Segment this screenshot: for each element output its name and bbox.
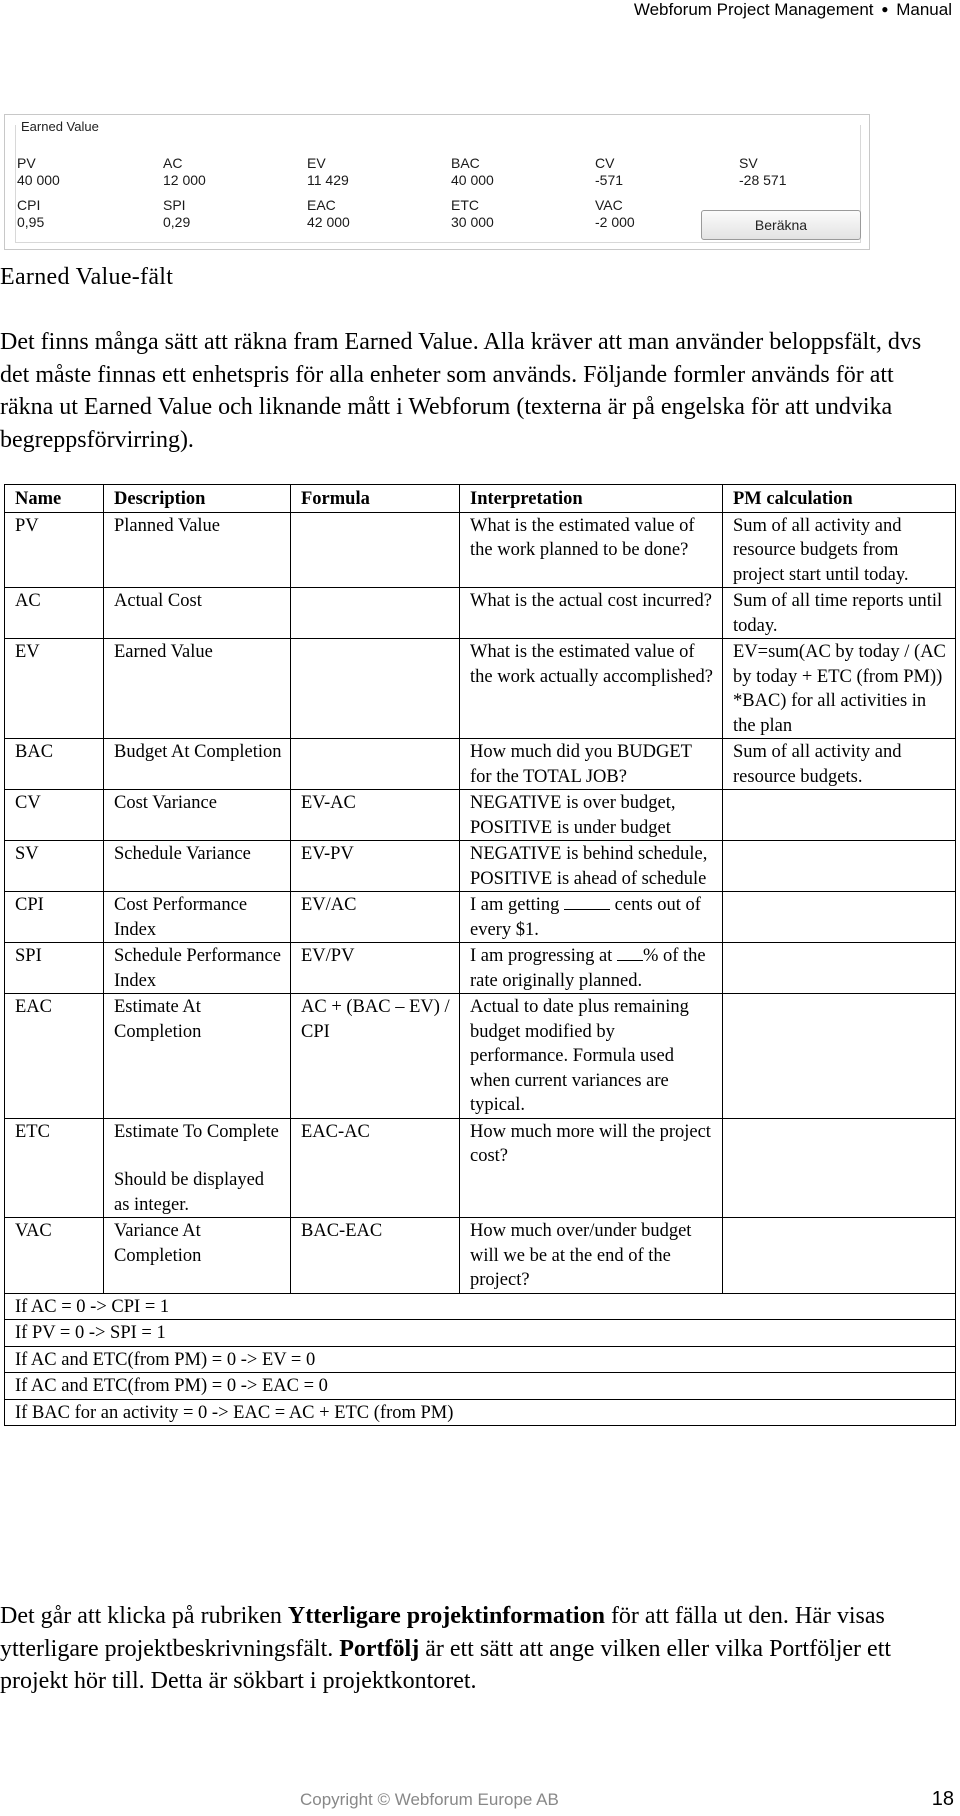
cell-interpretation: NEGATIVE is behind schedule, POSITIVE is ahead of schedule <box>460 841 723 892</box>
field-bac <box>451 155 581 189</box>
table-row <box>5 639 956 739</box>
footer-copyright: Copyright © Webforum Europe AB <box>300 1790 559 1809</box>
field-label: BAC <box>451 155 480 171</box>
field-label: CPI <box>17 197 41 213</box>
table-row <box>5 1118 956 1218</box>
column-header: Description <box>104 485 291 513</box>
table-note: If AC = 0 -> CPI = 1 <box>5 1293 956 1320</box>
table-note: If AC and ETC(from PM) = 0 -> EV = 0 <box>5 1346 956 1373</box>
closing-text: är ett sätt att ange vilken eller vilka Portföljer ett projekt hör till. Detta är sökbart i projektkontoret. <box>0 1635 892 1694</box>
cell-interpretation <box>460 892 723 943</box>
cell-name: EAC <box>5 994 104 1119</box>
cell-interpretation <box>460 943 723 994</box>
field-value: 12 000 <box>163 172 206 188</box>
cell-description: Actual Cost <box>104 588 291 639</box>
closing-text: för att fälla ut den. Här visas ytterligare projektbeskrivningsfält. <box>0 1603 885 1662</box>
cell-description: Variance At Completion <box>104 1218 291 1294</box>
table-row <box>5 1218 956 1294</box>
field-value: 0,95 <box>17 214 45 230</box>
cell-name: ETC <box>5 1118 104 1218</box>
cell-name: SV <box>5 841 104 892</box>
interpretation-pre: I am getting <box>470 895 560 915</box>
field-etc <box>451 197 581 231</box>
field-value: 42 000 <box>307 214 350 230</box>
cell-formula <box>291 739 460 790</box>
cell-pm-calculation: Sum of all time reports until today. <box>723 588 956 639</box>
cell-interpretation: What is the estimated value of the work planned to be done? <box>460 512 723 588</box>
cell-name: PV <box>5 512 104 588</box>
cell-pm-calculation: Sum of all activity and resource budgets. <box>723 739 956 790</box>
cell-pm-calculation <box>723 994 956 1119</box>
field-label: SPI <box>163 197 186 213</box>
table-note-row <box>5 1346 956 1373</box>
field-label: ETC <box>451 197 479 213</box>
cell-pm-calculation <box>723 892 956 943</box>
cell-interpretation: NEGATIVE is over budget, POSITIVE is under budget <box>460 790 723 841</box>
cell-description: Earned Value <box>104 639 291 739</box>
cell-name: EV <box>5 639 104 739</box>
interpretation-pre: I am progressing at <box>470 946 613 966</box>
cell-pm-calculation <box>723 790 956 841</box>
cell-interpretation: Actual to date plus remaining budget modified by performance. Formula used when current variances are typical. <box>460 994 723 1119</box>
cell-interpretation: What is the actual cost incurred? <box>460 588 723 639</box>
cell-formula <box>291 588 460 639</box>
table-row <box>5 943 956 994</box>
field-label: VAC <box>595 197 623 213</box>
fill-in-blank <box>564 895 610 910</box>
field-label: EAC <box>307 197 336 213</box>
table-row <box>5 739 956 790</box>
fill-in-blank <box>617 946 643 961</box>
header-title: Webforum Project Management <box>633 0 874 19</box>
field-label: PV <box>17 155 36 171</box>
field-value: -28 571 <box>739 172 787 188</box>
field-value: 40 000 <box>451 172 494 188</box>
field-label: AC <box>163 155 183 171</box>
intro-paragraph: Det finns många sätt att räkna fram Earned Value. Alla kräver att man använder beloppsfält, dvs det måste finnas ett enhetspris för alla enheter som används. Följande formler används för att räkna ut Earned Value och liknande mått i Webforum (texterna är på engelska för att undvika begreppsförvirring). <box>0 329 922 453</box>
closing-bold-term: Ytterligare projektinformation <box>287 1603 605 1629</box>
table-note: If BAC for an activity = 0 -> EAC = AC + ETC (from PM) <box>5 1399 956 1426</box>
cell-formula: EAC-AC <box>291 1118 460 1218</box>
table-row <box>5 994 956 1119</box>
closing-bold-term: Portfölj <box>339 1635 420 1662</box>
cell-pm-calculation <box>723 1218 956 1294</box>
field-value: 0,29 <box>163 214 191 230</box>
cell-description: Cost Variance <box>104 790 291 841</box>
column-header: Interpretation <box>460 485 723 513</box>
cell-formula <box>291 639 460 739</box>
cell-formula: EV/AC <box>291 892 460 943</box>
table-note-row <box>5 1320 956 1347</box>
cell-interpretation: How much did you BUDGET for the TOTAL JOB? <box>460 739 723 790</box>
cell-name: CV <box>5 790 104 841</box>
panel-legend: Earned Value <box>21 119 99 134</box>
table-row <box>5 790 956 841</box>
header-separator: ● <box>881 2 889 16</box>
column-header: PM calculation <box>723 485 956 513</box>
page-header <box>634 0 952 20</box>
cell-formula: AC + (BAC – EV) / CPI <box>291 994 460 1119</box>
page-number: 18 <box>931 1788 954 1810</box>
cell-formula <box>291 512 460 588</box>
cell-name: BAC <box>5 739 104 790</box>
interpretation-post: cents out of every $1. <box>470 895 701 940</box>
field-sv <box>739 155 869 189</box>
cell-interpretation: How much over/under budget will we be at the end of the project? <box>460 1218 723 1294</box>
field-pv <box>17 155 147 189</box>
table-row <box>5 841 956 892</box>
cell-pm-calculation <box>723 943 956 994</box>
field-ev <box>307 155 437 189</box>
cell-formula: EV-PV <box>291 841 460 892</box>
table-note-row <box>5 1293 956 1320</box>
calculate-button[interactable]: Beräkna <box>701 210 861 240</box>
table-note: If PV = 0 -> SPI = 1 <box>5 1320 956 1347</box>
field-eac <box>307 197 437 231</box>
cell-pm-calculation <box>723 1118 956 1218</box>
table-row <box>5 892 956 943</box>
field-value: 11 429 <box>307 172 349 188</box>
cell-description <box>104 1118 291 1218</box>
closing-text: Det går att klicka på rubriken <box>0 1603 288 1629</box>
cell-description: Schedule Variance <box>104 841 291 892</box>
field-spi <box>163 197 293 231</box>
table-note-row <box>5 1399 956 1426</box>
field-cpi <box>17 197 147 231</box>
cell-description: Cost Performance Index <box>104 892 291 943</box>
interpretation-post: % of the rate originally planned. <box>470 946 706 991</box>
cell-formula: BAC-EAC <box>291 1218 460 1294</box>
cell-interpretation: What is the estimated value of the work actually accomplished? <box>460 639 723 739</box>
description-text: Estimate To Complete <box>114 1121 279 1142</box>
header-section: Manual <box>896 0 952 19</box>
cell-pm-calculation: EV=sum(AC by today / (AC by today + ETC (from PM)) *BAC) for all activities in the plan <box>723 639 956 739</box>
cell-description: Schedule Performance Index <box>104 943 291 994</box>
table-note: If AC and ETC(from PM) = 0 -> EAC = 0 <box>5 1373 956 1400</box>
earned-value-panel <box>4 114 870 250</box>
cell-name: SPI <box>5 943 104 994</box>
column-header: Formula <box>291 485 460 513</box>
table-row <box>5 512 956 588</box>
cell-description: Estimate At Completion <box>104 994 291 1119</box>
cell-pm-calculation <box>723 841 956 892</box>
field-label: EV <box>307 155 326 171</box>
field-ac <box>163 155 293 189</box>
field-label: CV <box>595 155 615 171</box>
earned-value-table <box>4 484 956 1426</box>
table-header-row <box>5 485 956 513</box>
field-value: -571 <box>595 172 624 188</box>
table-row <box>5 588 956 639</box>
cell-formula: EV/PV <box>291 943 460 994</box>
cell-formula: EV-AC <box>291 790 460 841</box>
description-note: Should be displayed as integer. <box>114 1170 265 1215</box>
field-cv <box>595 155 725 189</box>
closing-paragraph <box>0 1600 950 1698</box>
table-note-row <box>5 1373 956 1400</box>
cell-name: AC <box>5 588 104 639</box>
field-value: -2 000 <box>595 214 635 230</box>
cell-interpretation: How much more will the project cost? <box>460 1118 723 1218</box>
field-label: SV <box>739 155 758 171</box>
figure-caption: Earned Value-fält <box>0 264 174 290</box>
cell-pm-calculation: Sum of all activity and resource budgets from project start until today. <box>723 512 956 588</box>
cell-name: CPI <box>5 892 104 943</box>
cell-description: Budget At Completion <box>104 739 291 790</box>
field-value: 40 000 <box>17 172 60 188</box>
column-header: Name <box>5 485 104 513</box>
cell-name: VAC <box>5 1218 104 1294</box>
cell-description: Planned Value <box>104 512 291 588</box>
field-value: 30 000 <box>451 214 494 230</box>
